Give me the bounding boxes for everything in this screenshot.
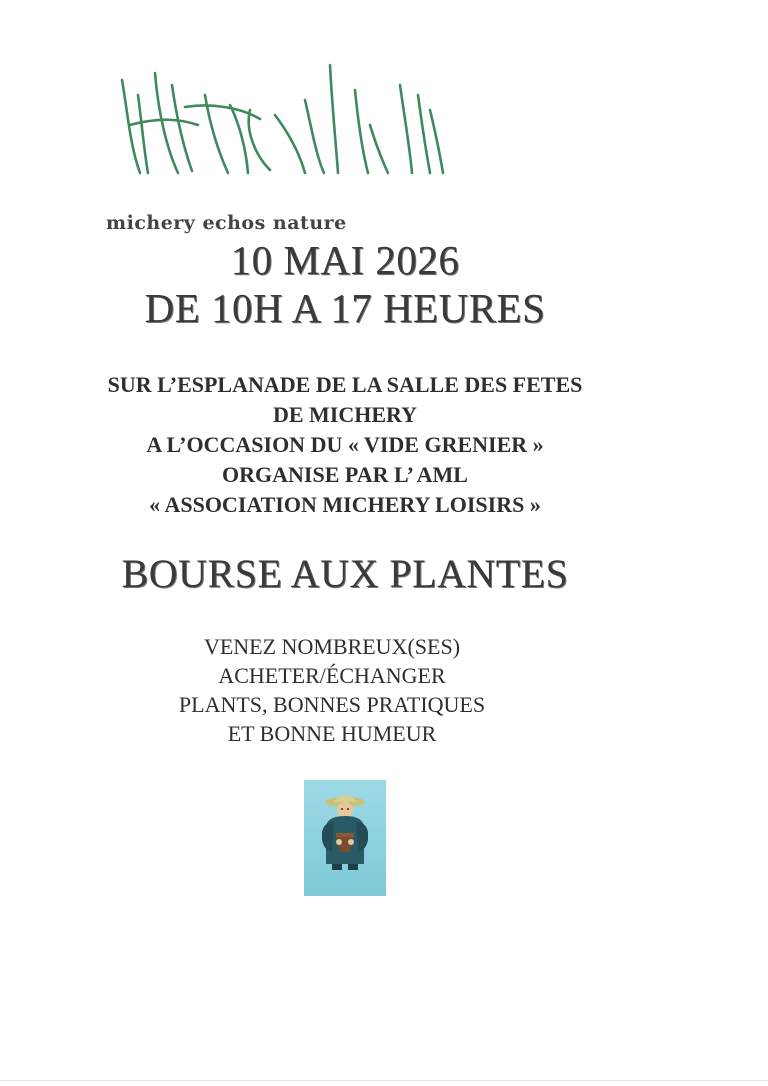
details-line: SUR L’ESPLANADE DE LA SALLE DES FETES <box>107 372 583 397</box>
event-details <box>0 370 690 520</box>
details-line: A L’OCCASION DU « VIDE GRENIER » <box>146 432 544 457</box>
gardener-icon <box>304 780 386 896</box>
event-date-block <box>0 236 690 332</box>
event-date: 10 MAI 2026 <box>230 237 460 283</box>
invite-line: ET BONNE HUMEUR <box>227 721 437 746</box>
invite-line: VENEZ NOMBREUX(SES) <box>203 634 461 659</box>
invite-line: ACHETER/ÉCHANGER <box>218 663 446 688</box>
page-edge-line <box>0 1080 768 1081</box>
details-line: DE MICHERY <box>272 402 418 427</box>
grass-logo-icon <box>100 55 460 185</box>
details-line: « ASSOCIATION MICHERY LOISIRS » <box>149 492 541 517</box>
details-line: ORGANISE PAR L’ AML <box>222 462 468 487</box>
invite-line: PLANTS, BONNES PRATIQUES <box>178 692 486 717</box>
club-logo <box>100 55 460 234</box>
logo-text: michery echos nature <box>106 212 347 234</box>
invitation-text <box>0 632 664 748</box>
headline: BOURSE AUX PLANTES <box>121 551 569 596</box>
event-hours: DE 10H A 17 HEURES <box>144 285 546 331</box>
